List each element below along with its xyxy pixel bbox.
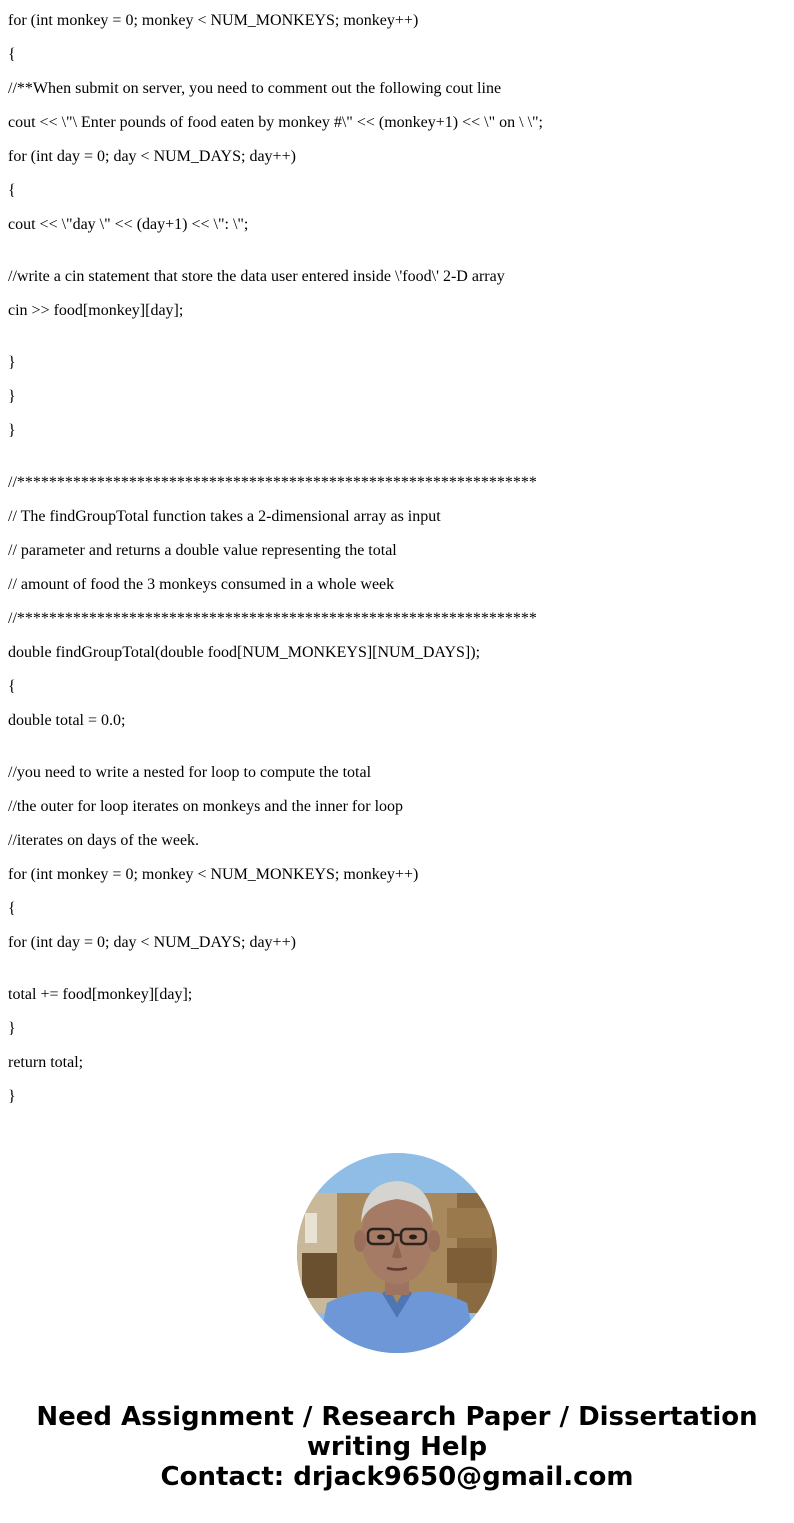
person-portrait-icon (297, 1153, 497, 1353)
code-line: { (8, 182, 16, 199)
code-comment: // amount of food the 3 monkeys consumed in a whole week (8, 576, 395, 593)
code-comment: //write a cin statement that store the data user entered inside \'food\' 2-D array (8, 268, 505, 285)
code-line: { (8, 900, 16, 917)
code-line: } (8, 354, 16, 371)
avatar (297, 1153, 497, 1353)
footer-subheadline: writing Help (306, 1432, 488, 1462)
code-line: } (8, 1088, 16, 1105)
footer-contact-email: Contact: drjack9650@gmail.com (160, 1462, 634, 1492)
code-line: return total; (8, 1054, 84, 1071)
code-line: { (8, 46, 16, 63)
contact-footer (0, 1402, 794, 1492)
code-line: double total = 0.0; (8, 712, 126, 729)
code-line: cin >> food[monkey][day]; (8, 302, 184, 319)
code-line: cout << \"\ Enter pounds of food eaten by monkey #\" << (monkey+1) << \" on \ \"; (8, 114, 543, 131)
code-line: } (8, 422, 16, 439)
code-comment: // parameter and returns a double value representing the total (8, 542, 397, 559)
footer-headline: Need Assignment / Research Paper / Dissertation (36, 1402, 758, 1432)
code-line: } (8, 1020, 16, 1037)
code-line: for (int monkey = 0; monkey < NUM_MONKEYS; monkey++) (8, 866, 419, 883)
code-line: total += food[monkey][day]; (8, 986, 193, 1003)
code-comment: //iterates on days of the week. (8, 832, 200, 849)
code-comment: //***************************************************************** (8, 610, 537, 627)
code-line: double findGroupTotal(double food[NUM_MONKEYS][NUM_DAYS]); (8, 644, 481, 661)
code-comment: //**When submit on server, you need to comment out the following cout line (8, 80, 502, 97)
code-line: for (int monkey = 0; monkey < NUM_MONKEYS; monkey++) (8, 12, 419, 29)
code-line: { (8, 678, 16, 695)
code-comment: //***************************************************************** (8, 474, 537, 491)
code-line: } (8, 388, 16, 405)
code-line: cout << \"day \" << (day+1) << \": \"; (8, 216, 249, 233)
code-comment: //you need to write a nested for loop to compute the total (8, 764, 372, 781)
code-comment: // The findGroupTotal function takes a 2-dimensional array as input (8, 508, 441, 525)
code-line: for (int day = 0; day < NUM_DAYS; day++) (8, 148, 296, 165)
code-comment: //the outer for loop iterates on monkeys and the inner for loop (8, 798, 404, 815)
code-line: for (int day = 0; day < NUM_DAYS; day++) (8, 934, 296, 951)
